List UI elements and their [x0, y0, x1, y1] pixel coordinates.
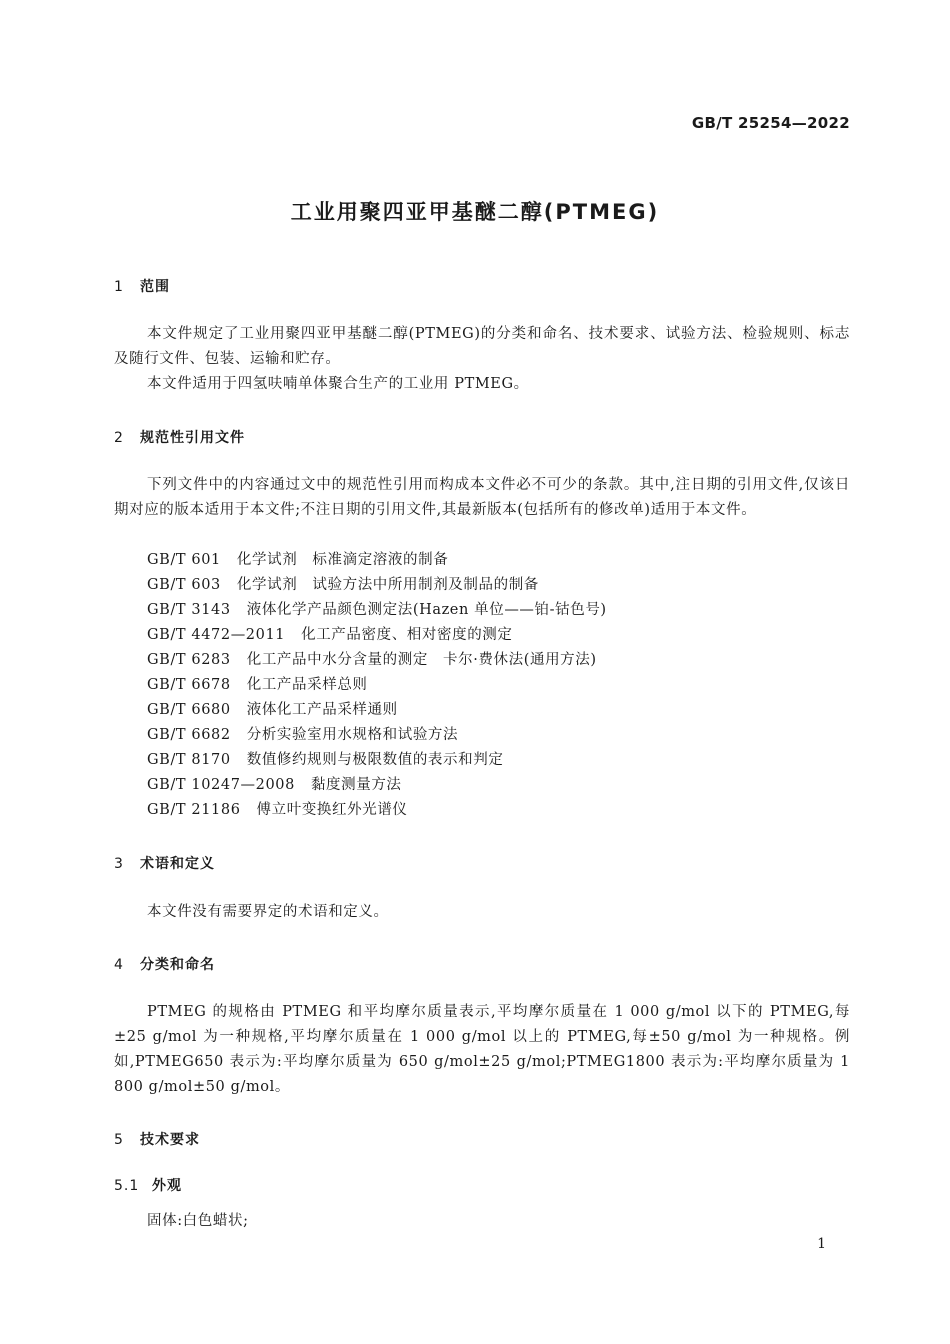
reference-code: GB/T 4472—2011	[147, 627, 286, 643]
section-2-paragraph-1: 下列文件中的内容通过文中的规范性引用而构成本文件必不可少的条款。其中,注日期的引用文件,仅该日期对应的版本适用于本文件;不注日期的引用文件,其最新版本(包括所有的修改单)适用于本文件。	[114, 477, 850, 518]
reference-code: GB/T 6283	[147, 652, 231, 668]
reference-item	[147, 623, 513, 648]
reference-code: GB/T 21186	[147, 802, 241, 818]
section-title: 术语和定义	[140, 856, 215, 872]
document-title: 工业用聚四亚甲基醚二醇(PTMEG)	[290, 200, 660, 224]
reference-item	[147, 798, 408, 823]
reference-title: 数值修约规则与极限数值的表示和判定	[246, 752, 504, 768]
section-title: 技术要求	[140, 1132, 200, 1148]
section-5-heading	[114, 1129, 200, 1149]
reference-item	[147, 598, 607, 623]
section-3-paragraph-1: 本文件没有需要界定的术语和定义。	[147, 904, 389, 920]
reference-title: 黏度测量方法	[310, 777, 402, 793]
reference-title: 化工产品中水分含量的测定 卡尔·费休法(通用方法)	[246, 652, 597, 668]
section-number: 1	[114, 279, 124, 295]
section-title: 外观	[152, 1178, 182, 1194]
page-number: 1	[817, 1236, 826, 1252]
reference-item	[147, 548, 448, 573]
section-number: 4	[114, 957, 124, 973]
section-1-heading	[114, 276, 170, 296]
section-3-heading	[114, 853, 215, 873]
section-number: 3	[114, 856, 124, 872]
reference-title: 傅立叶变换红外光谱仪	[256, 802, 408, 818]
reference-code: GB/T 6678	[147, 677, 231, 693]
section-title: 分类和命名	[140, 957, 215, 973]
reference-title: 化学试剂 试验方法中所用制剂及制品的制备	[236, 577, 539, 593]
section-4-paragraph-1: PTMEG 的规格由 PTMEG 和平均摩尔质量表示,平均摩尔质量在 1 000 g/mol 以下的 PTMEG,每±25 g/mol 为一种规格,平均摩尔质量在 1 000 g/mol 以上的 PTMEG,每±50 g/mol 为一种规格。例如,PTMEG650 表示为:平均摩尔质量为 650 g/mol±25 g/mol;PTMEG1800 表示为:平均摩尔质量为 1 800 g/mol±50 g/mol。	[114, 1004, 850, 1095]
reference-item	[147, 773, 402, 798]
reference-code: GB/T 603	[147, 577, 221, 593]
reference-item	[147, 573, 539, 598]
reference-code: GB/T 8170	[147, 752, 231, 768]
reference-code: GB/T 6680	[147, 702, 231, 718]
section-2-heading	[114, 427, 245, 447]
standard-number: GB/T 25254—2022	[691, 114, 850, 132]
section-1-paragraph-2: 本文件适用于四氢呋喃单体聚合生产的工业用 PTMEG。	[147, 376, 529, 392]
section-title: 范围	[140, 279, 170, 295]
section-title: 规范性引用文件	[140, 430, 245, 446]
reference-code: GB/T 601	[147, 552, 221, 568]
reference-item	[147, 748, 503, 773]
reference-title: 分析实验室用水规格和试验方法	[246, 727, 459, 743]
reference-title: 液体化学产品颜色测定法(Hazen 单位——铂-钴色号)	[246, 602, 607, 618]
reference-code: GB/T 10247—2008	[147, 777, 295, 793]
section-number: 5.1	[114, 1178, 140, 1194]
reference-item	[147, 648, 597, 673]
section-5-1-heading	[114, 1175, 182, 1195]
section-1-paragraph-1: 本文件规定了工业用聚四亚甲基醚二醇(PTMEG)的分类和命名、技术要求、试验方法、检验规则、标志及随行文件、包装、运输和贮存。	[114, 326, 850, 367]
reference-item	[147, 723, 458, 748]
reference-code: GB/T 6682	[147, 727, 231, 743]
reference-title: 液体化工产品采样通则	[246, 702, 398, 718]
reference-item	[147, 673, 368, 698]
section-number: 5	[114, 1132, 124, 1148]
section-5-1-paragraph-1: 固体:白色蜡状;	[147, 1213, 249, 1229]
reference-title: 化工产品采样总则	[246, 677, 368, 693]
reference-code: GB/T 3143	[147, 602, 231, 618]
reference-title: 化工产品密度、相对密度的测定	[301, 627, 513, 643]
reference-title: 化学试剂 标准滴定溶液的制备	[236, 552, 449, 568]
section-4-heading	[114, 954, 215, 974]
section-number: 2	[114, 430, 124, 446]
reference-item	[147, 698, 398, 723]
